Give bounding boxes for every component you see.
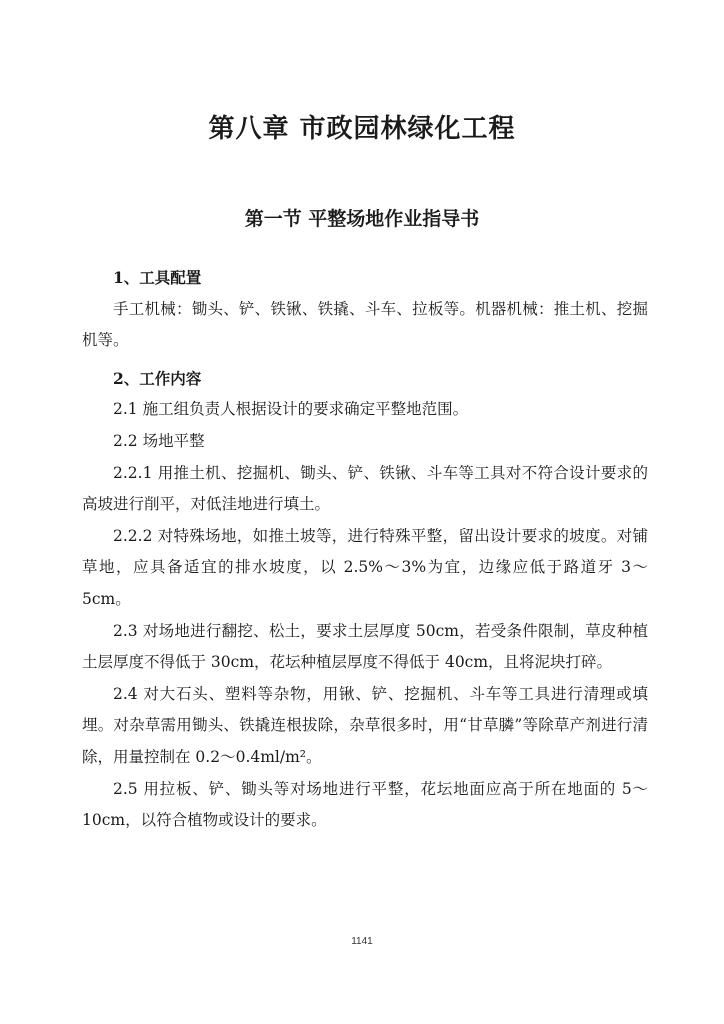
heading-tools: 1、工具配置 <box>113 268 202 287</box>
paragraph-tools: 手工机械：锄头、铲、铁锹、铁撬、斗车、拉板等。机器机械：推土机、挖掘机等。 <box>82 299 648 350</box>
document-body <box>82 262 648 837</box>
chapter-title: 第八章 市政园林绿化工程 <box>208 114 516 144</box>
paragraph-2-2: 2.2 场地平整 <box>113 431 205 450</box>
heading-work-content: 2、工作内容 <box>113 368 202 388</box>
page-number: 1141 <box>351 936 373 947</box>
paragraph-2-2-2: 2.2.2 对特殊场地，如推土坡等，进行特殊平整，留出设计要求的坡度。对铺草地，应具备适宜的排水坡度，以 2.5%～3%为宜，边缘应低于路道牙 3～5cm。 <box>82 526 648 608</box>
paragraph-2-3: 2.3 对场地进行翻挖、松土，要求土层厚度 50cm，若受条件限制，草皮种植土层厚度不得低于 30cm，花坛种植层厚度不得低于 40cm，且将泥块打碎。 <box>82 621 648 672</box>
section-title: 第一节 平整场地作业指导书 <box>244 208 480 230</box>
paragraph-2-2-1: 2.2.1 用推土机、挖掘机、锄头、铲、铁锹、斗车等工具对不符合设计要求的高坡进行削平，对低洼地进行填土。 <box>82 463 648 514</box>
paragraph-2-4: 2.4 对大石头、塑料等杂物，用锹、铲、挖掘机、斗车等工具进行清理或填埋。对杂草需用锄头、铁撬连根拔除，杂草很多时，用“甘草膦”等除草产剂进行清除，用量控制在 0.2～0.4ml/m²。 <box>82 684 648 766</box>
paragraph-2-1: 2.1 施工组负责人根据设计的要求确定平整地范围。 <box>113 400 469 419</box>
paragraph-2-5: 2.5 用拉板、铲、锄头等对场地进行平整，花坛地面应高于所在地面的 5～10cm，以符合植物或设计的要求。 <box>82 779 648 830</box>
